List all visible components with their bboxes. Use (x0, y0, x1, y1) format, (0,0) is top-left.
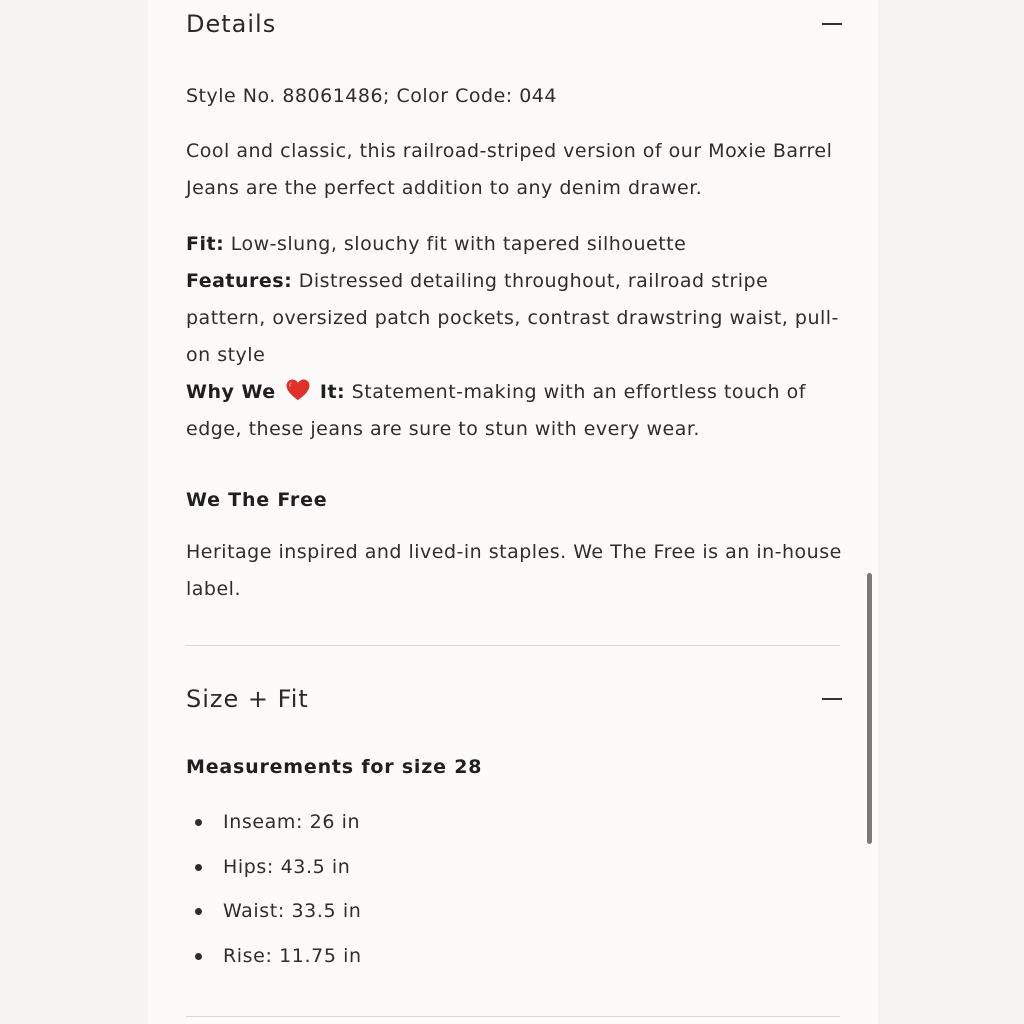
brand-heading: We The Free (186, 489, 328, 511)
brand-description: Heritage inspired and lived-in staples. We The Free is an in-house label. (186, 541, 842, 600)
fit-line (186, 226, 846, 263)
list-item (186, 845, 362, 890)
details-title: Details (186, 10, 277, 38)
details-accordion-header[interactable] (186, 4, 842, 44)
list-item (186, 889, 362, 934)
bullet-icon (195, 908, 202, 915)
fit-text: Low-slung, slouchy fit with tapered silhouette (224, 233, 687, 255)
bullet-icon (195, 864, 202, 871)
collapse-minus-icon[interactable] (822, 23, 842, 25)
scrollbar-thumb[interactable] (867, 573, 872, 844)
measurement-hips: Hips: 43.5 in (223, 855, 351, 878)
measurements-list (186, 800, 362, 978)
measurement-waist: Waist: 33.5 in (223, 900, 362, 922)
features-label: Features: (186, 270, 293, 292)
why-label-after: It: (312, 381, 346, 403)
product-attributes (186, 226, 846, 448)
collapse-minus-icon[interactable] (822, 698, 842, 700)
why-line (186, 374, 846, 448)
bullet-icon (195, 819, 202, 826)
product-details-panel (148, 0, 878, 1024)
list-item (186, 934, 362, 979)
measurement-inseam: Inseam: 26 in (223, 811, 361, 833)
heart-icon (285, 378, 311, 402)
why-label-before: Why We (186, 381, 283, 403)
bullet-icon (195, 953, 202, 960)
style-number: Style No. 88061486; Color Code: 044 (186, 85, 557, 107)
fit-label: Fit: (186, 233, 225, 255)
features-line (186, 263, 846, 374)
features-text: Distressed detailing throughout, railroad stripe pattern, oversized patch pockets, contrast drawstring waist, pull-on style (186, 270, 839, 366)
size-fit-title: Size + Fit (186, 685, 309, 713)
section-divider (186, 645, 840, 646)
why-text: Statement-making with an effortless touch of edge, these jeans are sure to stun with every wear. (186, 381, 806, 440)
why-label (186, 381, 345, 403)
size-fit-accordion-header[interactable] (186, 679, 842, 719)
list-item (186, 800, 362, 845)
product-description: Cool and classic, this railroad-striped version of our Moxie Barrel Jeans are the perfect addition to any denim drawer. (186, 140, 833, 199)
section-divider (186, 1016, 840, 1017)
measurement-rise: Rise: 11.75 in (223, 944, 362, 967)
measurements-heading: Measurements for size 28 (186, 756, 483, 778)
